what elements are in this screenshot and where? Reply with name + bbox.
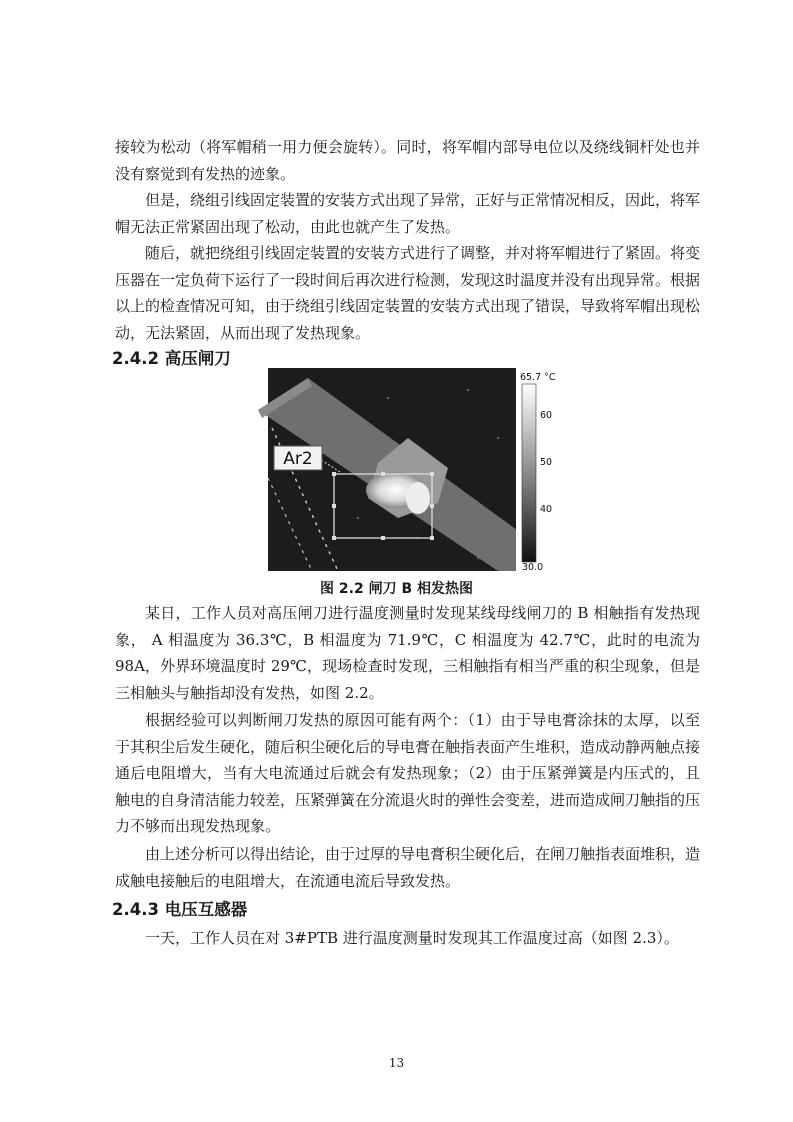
figure-caption: 图 2.2 闸刀 B 相发热图	[320, 581, 473, 597]
scale-tick-label: 40	[540, 504, 553, 515]
temperature-scale-bar	[522, 384, 536, 562]
roi-label: Ar2	[283, 449, 313, 469]
scale-tick-label: 60	[540, 410, 553, 421]
thermal-image-figure	[268, 368, 556, 573]
thermal-image	[268, 368, 556, 573]
paragraph: 但是，绕组引线固定装置的安装方式出现了异常，正好与正常情况相反，因此，将军帽无法正常紧固出现了松动，由此也就产生了发热。	[115, 191, 701, 236]
scale-tick-label: 50	[540, 457, 553, 468]
section-heading: 2.4.3 电压互感器	[112, 900, 248, 919]
paragraph: 由上述分析可以得出结论，由于过厚的导电膏积尘硬化后，在闸刀触指表面堆积，造成触电接触后的电阻增大，在流通电流后导致发热。	[115, 845, 701, 890]
paragraph: 某日，工作人员对高压闸刀进行温度测量时发现某线母线闸刀的 B 相触指有发热现象， A 相温度为 36.3℃，B 相温度为 71.9℃，C 相温度为 42.7℃，此时的电流为 98A，外界环境温度时 29℃，现场检查时发现，三相触指有相当严重的积尘现象，但是三相触头与触指却没有发热，如图 2.2。	[115, 604, 700, 702]
scale-min-label: 30.0	[522, 562, 544, 573]
page-number: 13	[388, 1056, 405, 1070]
section-heading: 2.4.2 高压闸刀	[112, 349, 231, 368]
paragraph: 随后，就把绕组引线固定装置的安装方式进行了调整，并对将军帽进行了紧固。将变压器在一定负荷下运行了一段时间后再次进行检测，发现这时温度并没有出现异常。根据以上的检查情况可知，由于绕组引线固定装置的安装方式出现了错误，导致将军帽出现松动，无法紧固，从而出现了发热现象。	[115, 244, 701, 342]
paragraph: 一天，工作人员在对 3#PTB 进行温度测量时发现其工作温度过高（如图 2.3）。	[145, 929, 679, 947]
paragraph: 接较为松动（将军帽稍一用力便会旋转）。同时，将军帽内部导电位以及绕线铜杆处也并没有察觉到有发热的迹象。	[115, 138, 700, 183]
paragraph: 根据经验可以判断闸刀发热的原因可能有两个：（1）由于导电膏涂抹的太厚，以至于其积尘后发生硬化，随后积尘硬化后的导电膏在触指表面产生堆积，造成动静两触点接通后电阻增大，当有大电流通过后就会有发热现象；（2）由于压紧弹簧是内压式的，且触电的自身清洁能力较差，压紧弹簧在分流退火时的弹性会变差，进而造成闸刀触指的压力不够而出现发热现象。	[115, 711, 701, 835]
scale-max-label: 65.7 °C	[520, 372, 556, 383]
